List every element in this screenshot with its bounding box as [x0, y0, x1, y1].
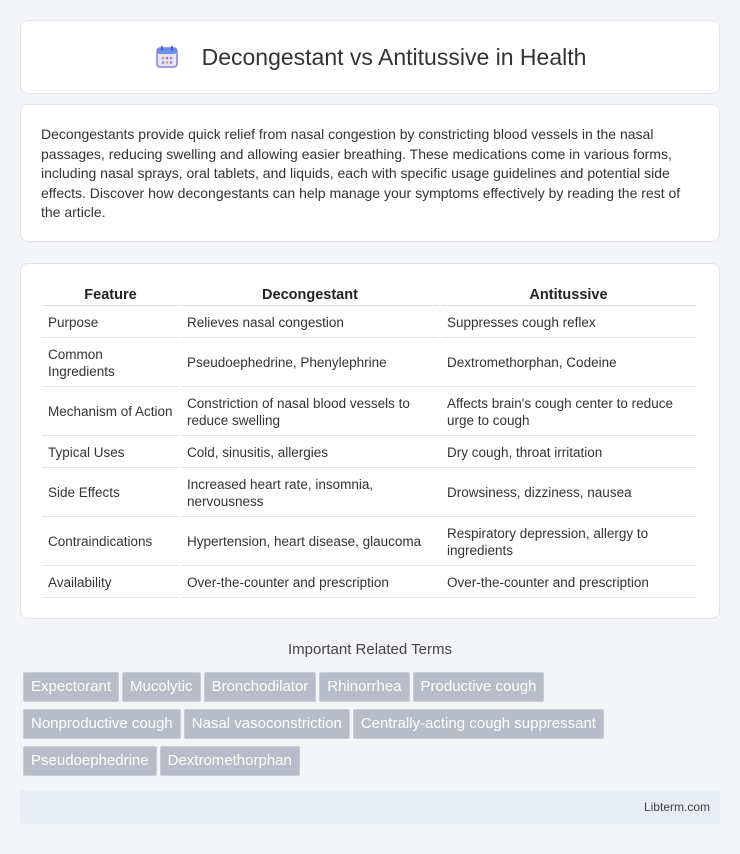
- tag-dextromethorphan[interactable]: Dextromethorphan: [160, 746, 300, 776]
- table-row: [42, 470, 696, 517]
- related-terms-title: Important Related Terms: [288, 641, 452, 658]
- header-decongestant: Decongestant: [181, 284, 439, 306]
- cell-feature: Mechanism of Action: [42, 389, 179, 436]
- header-feature: Feature: [42, 284, 179, 306]
- tag-nonproductive-cough[interactable]: Nonproductive cough: [23, 709, 181, 739]
- calendar-icon: [154, 44, 180, 70]
- table-row: [42, 340, 696, 387]
- footer-site-link[interactable]: Libterm.com: [643, 800, 710, 814]
- table-row: [42, 308, 696, 338]
- table-row: [42, 568, 696, 598]
- cell-feature: Purpose: [42, 308, 179, 338]
- cell-feature: Availability: [42, 568, 179, 598]
- table-row: [42, 438, 696, 468]
- tag-productive-cough[interactable]: Productive cough: [413, 672, 545, 702]
- page-title: Decongestant vs Antitussive in Health: [201, 43, 587, 70]
- tag-bronchodilator[interactable]: Bronchodilator: [204, 672, 317, 702]
- intro-card: [20, 104, 720, 242]
- cell-feature: Typical Uses: [42, 438, 179, 468]
- table-row: [42, 519, 696, 566]
- cell-decongestant: Over-the-counter and prescription: [181, 568, 439, 598]
- related-terms-list: [23, 672, 723, 783]
- tag-expectorant[interactable]: Expectorant: [23, 672, 119, 702]
- comparison-table: [40, 282, 698, 600]
- tag-nasal-vasoconstriction[interactable]: Nasal vasoconstriction: [184, 709, 350, 739]
- cell-decongestant: Increased heart rate, insomnia, nervousness: [181, 470, 439, 517]
- cell-decongestant: Constriction of nasal blood vessels to reduce swelling: [181, 389, 439, 436]
- cell-decongestant: Relieves nasal congestion: [181, 308, 439, 338]
- cell-antitussive: Respiratory depression, allergy to ingredients: [441, 519, 696, 566]
- table-row: [42, 389, 696, 436]
- cell-feature: Side Effects: [42, 470, 179, 517]
- cell-feature: Common Ingredients: [42, 340, 179, 387]
- tag-rhinorrhea[interactable]: Rhinorrhea: [319, 672, 409, 702]
- table-header-row: [42, 284, 696, 306]
- cell-antitussive: Affects brain's cough center to reduce urge to cough: [441, 389, 696, 436]
- footer: [20, 790, 720, 824]
- tag-centrally-acting-cough-suppressant[interactable]: Centrally-acting cough suppressant: [353, 709, 604, 739]
- cell-feature: Contraindications: [42, 519, 179, 566]
- title-card: [20, 20, 720, 94]
- header-antitussive: Antitussive: [441, 284, 696, 306]
- cell-antitussive: Dry cough, throat irritation: [441, 438, 696, 468]
- cell-antitussive: Drowsiness, dizziness, nausea: [441, 470, 696, 517]
- cell-decongestant: Hypertension, heart disease, glaucoma: [181, 519, 439, 566]
- tag-mucolytic[interactable]: Mucolytic: [122, 672, 201, 702]
- cell-decongestant: Cold, sinusitis, allergies: [181, 438, 439, 468]
- cell-antitussive: Dextromethorphan, Codeine: [441, 340, 696, 387]
- intro-paragraph: Decongestants provide quick relief from nasal congestion by constricting blood vessels in the nasal passages, reducing swelling and allowing easier breathing. These medications come in various forms, including nasal sprays, oral tablets, and liquids, each with specific usage guidelines and potential side effects. Discover how decongestants can help manage your symptoms effectively by reading the rest of the article.: [41, 126, 681, 221]
- cell-decongestant: Pseudoephedrine, Phenylephrine: [181, 340, 439, 387]
- cell-antitussive: Suppresses cough reflex: [441, 308, 696, 338]
- cell-antitussive: Over-the-counter and prescription: [441, 568, 696, 598]
- comparison-card: [20, 263, 720, 619]
- tag-pseudoephedrine[interactable]: Pseudoephedrine: [23, 746, 157, 776]
